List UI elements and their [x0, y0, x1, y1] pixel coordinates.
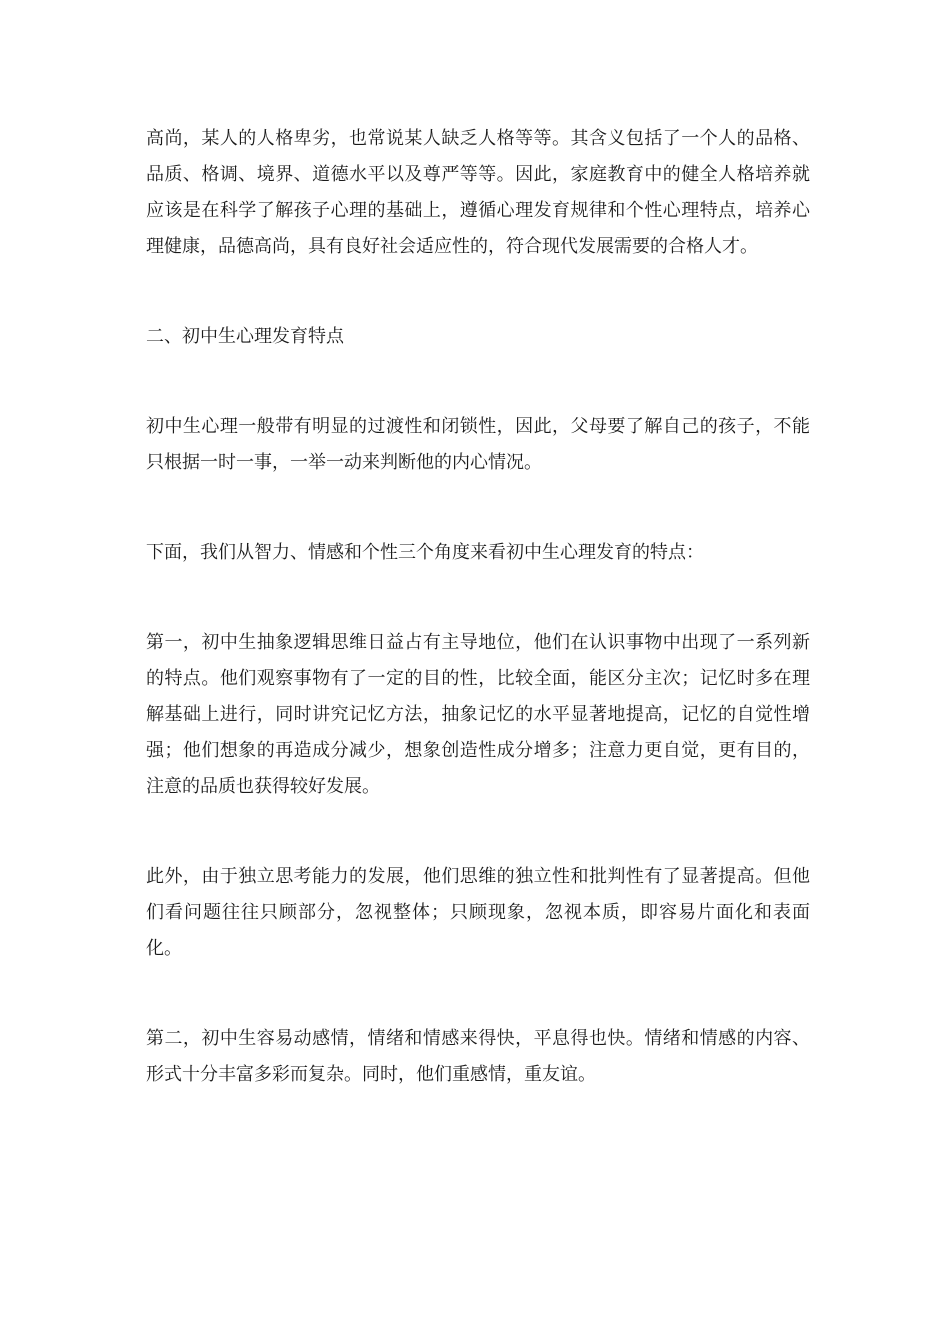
paragraph-independent-thinking: 此外，由于独立思考能力的发展，他们思维的独立性和批判性有了显著提高。但他们看问题往往只顾部分，忽视整体；只顾现象，忽视本质，即容易片面化和表面化。 — [146, 866, 810, 959]
section-heading: 二、初中生心理发育特点 — [146, 326, 344, 347]
paragraph-transition: 初中生心理一般带有明显的过渡性和闭锁性，因此，父母要了解自己的孩子，不能只根据一时一事，一举一动来判断他的内心情况。 — [146, 416, 810, 473]
paragraph-first-intellect: 第一，初中生抽象逻辑思维日益占有主导地位，他们在认识事物中出现了一系列新的特点。他们观察事物有了一定的目的性，比较全面，能区分主次；记忆时多在理解基础上进行，同时讲究记忆方法，抽象记忆的水平显著地提高，记忆的自觉性增强；他们想象的再造成分减少，想象创造性成分增多；注意力更自觉，更有目的，注意的品质也获得较好发展。 — [146, 632, 810, 797]
paragraph-intro: 下面，我们从智力、情感和个性三个角度来看初中生心理发育的特点： — [146, 542, 704, 563]
paragraph-personality-definition: 高尚，某人的人格卑劣，也常说某人缺乏人格等等。其含义包括了一个人的品格、品质、格调、境界、道德水平以及尊严等等。因此，家庭教育中的健全人格培养就应该是在科学了解孩子心理的基础上，遵循心理发育规律和个性心理特点，培养心理健康，品德高尚，具有良好社会适应性的，符合现代发展需要的合格人才。 — [146, 128, 810, 257]
paragraph-second-emotion: 第二，初中生容易动感情，情绪和情感来得快，平息得也快。情绪和情感的内容、形式十分丰富多彩而复杂。同时，他们重感情，重友谊。 — [146, 1028, 810, 1085]
document-body — [146, 121, 810, 1147]
